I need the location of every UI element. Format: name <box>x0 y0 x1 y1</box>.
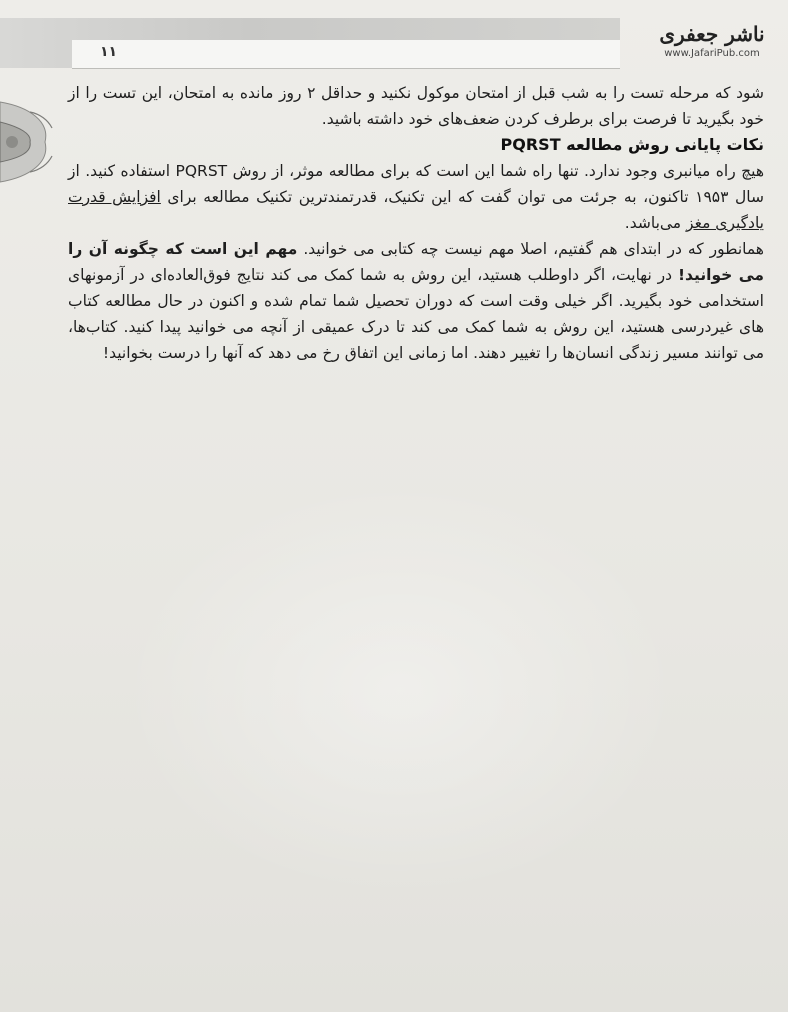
paragraph-intro: شود که مرحله تست را به شب قبل از امتحان موکول نکنید و حداقل ۲ روز مانده به امتحان، این تست را از خود بگیرید تا فرصت برای برطرف کردن ضعف‌های خود داشته باشید. <box>68 84 764 128</box>
logo-mark: ناشر جعفری <box>659 22 765 46</box>
body-text <box>68 80 764 366</box>
paragraph-conclusion <box>68 236 764 366</box>
paragraph-conclusion-start: همانطور که در ابتدای هم گفتیم، اصلا مهم نیست چه کتابی می خوانید. <box>297 240 764 258</box>
section-heading: نکات پایانی روش مطالعه PQRST <box>500 135 764 154</box>
publisher-logo <box>652 22 772 78</box>
background-shading <box>120 480 680 900</box>
logo-url: www.JafariPub.com <box>664 48 760 59</box>
bold-phrase: مهم این است که چگونه آن را می خوانید! <box>68 240 764 284</box>
ornament-icon <box>0 92 60 192</box>
page-number: ۱۱ <box>100 44 118 60</box>
header-strip <box>72 40 620 69</box>
paragraph-technique-text: هیچ راه میانبری وجود ندارد. تنها راه شما این است که برای مطالعه موثر، از روش PQRST استفاده کنید. از سال ۱۹۵۳ تاکنون، به جرئت می توان گفت که این تکنیک، قدرتمندترین تکنیک مطالعه برای <box>68 162 764 206</box>
paragraph-technique <box>68 158 764 236</box>
underlined-phrase: افزایش قدرت یادگیری مغز <box>68 188 764 232</box>
paragraph-conclusion-rest: در نهایت، اگر داوطلب هستید، این روش به شما کمک می کند نتایج فوق‌العاده‌ای در آزمونهای استخدامی خود بگیرید. اگر خیلی وقت است که دوران تحصیل شما تمام شده و اکنون در حال مطالعه کتاب های غیردرسی هستید، این روش به شما کمک می کند تا درک عمیقی از آنچه می خوانید پیدا کنید. کتاب‌ها، می توانند مسیر زندگی انسان‌ها را تغییر دهند. اما زمانی این اتفاق رخ می دهد که آنها را درست بخوانید! <box>68 266 764 362</box>
paragraph-technique-end: می‌باشد. <box>624 214 687 232</box>
